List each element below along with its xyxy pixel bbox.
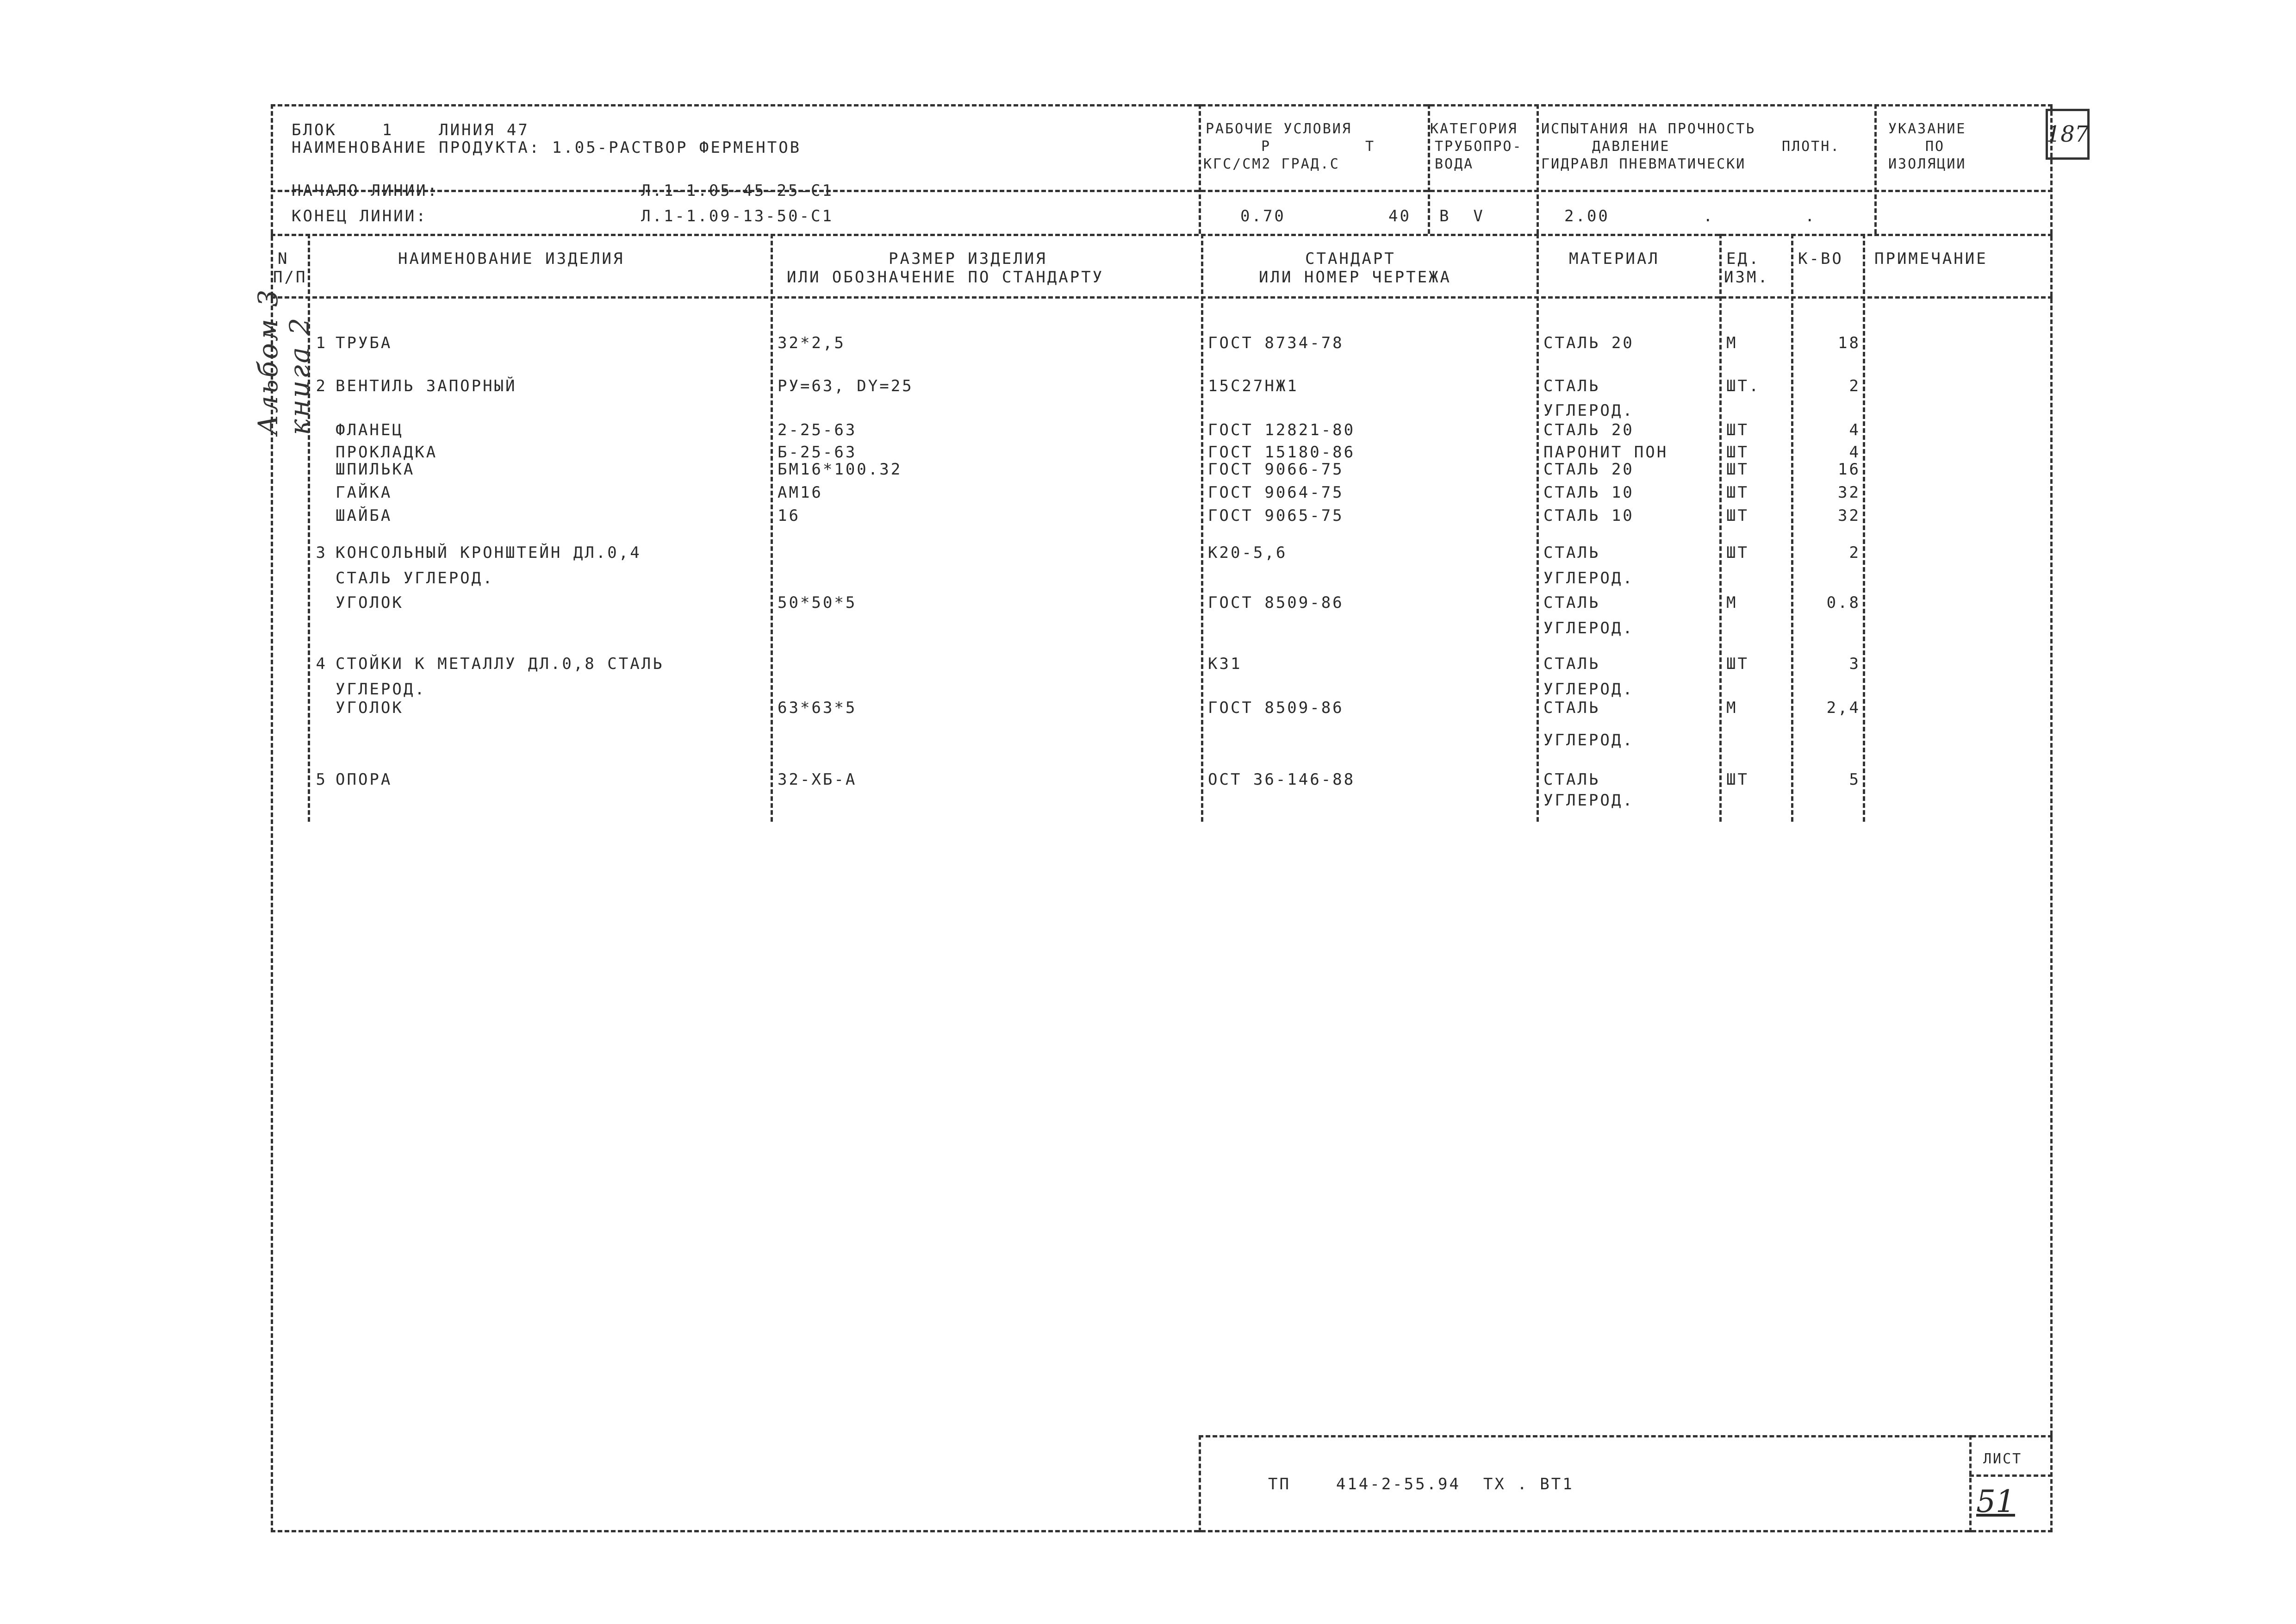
header-col-line [1537,104,1539,234]
table-cell-n: 2 [316,377,327,395]
table-cell-qty: 4 [1849,443,1860,462]
document-code: ТП 414-2-55.94 ТХ . ВТ1 [1268,1475,1574,1493]
album-note: Альбом 3 книга 2 [252,287,315,435]
col-size2: ИЛИ ОБОЗНАЧЕНИЕ ПО СТАНДАРТУ [787,268,1104,287]
table-cell-mat: ПАРОНИТ ПОН [1543,443,1668,462]
table-cell-qty: 3 [1849,655,1860,673]
category-title: КАТЕГОРИЯ [1430,121,1518,137]
table-col-line [1201,234,1203,822]
table-cell-size: 63*63*5 [778,699,857,717]
table-cell-unit: ШТ [1726,483,1749,502]
col-standard: СТАНДАРТ [1305,250,1396,268]
t-value: 40 [1388,207,1411,225]
table-col-line [1791,234,1793,822]
table-cell-std: ГОСТ 8509-86 [1208,699,1344,717]
sheet-number: 51 [1976,1484,2015,1519]
table-cell-n: 5 [316,770,327,789]
table-cell-mat: СТАЛЬ 20 [1543,460,1634,479]
table-cell-name: ВЕНТИЛЬ ЗАПОРНЫЙ [336,377,517,395]
table-cell-std: ГОСТ 9064-75 [1208,483,1344,502]
table-col-line [1719,234,1722,822]
test-hydr-value: 2.00 [1564,207,1610,225]
table-col-line [1537,234,1539,822]
table-cell-std: ОСТ 36-146-88 [1208,770,1356,789]
table-cell-mat: СТАЛЬ [1543,655,1600,673]
table-cell-qty: 18 [1838,334,1860,352]
table-cell-unit: ШТ [1726,443,1749,462]
table-cell-size: 32*2,5 [778,334,846,352]
table-cell-mat: СТАЛЬ [1543,770,1600,789]
table-cell-qty: 32 [1838,506,1860,525]
col-name: НАИМЕНОВАНИЕ ИЗДЕЛИЯ [398,250,625,268]
table-cell-mat: УГЛЕРОД. [1543,680,1634,699]
table-cell-name: СТОЙКИ К МЕТАЛЛУ ДЛ.0,8 СТАЛЬ [336,655,664,673]
table-cell-name: КОНСОЛЬНЫЙ КРОНШТЕЙН ДЛ.0,4 [336,543,641,562]
table-cell-mat: СТАЛЬ 10 [1543,483,1634,502]
table-cell-mat: СТАЛЬ [1543,377,1600,395]
units-label: КГС/СМ2 ГРАД.С [1203,156,1340,172]
table-cell-std: ГОСТ 15180-86 [1208,443,1356,462]
working-conditions-title: РАБОЧИЕ УСЛОВИЯ [1206,121,1352,137]
test-types: ГИДРАВЛ ПНЕВМАТИЧЕСКИ [1541,156,1746,172]
end-value: Л.1-1.09-13-50-С1 [641,207,834,225]
table-cell-std: ГОСТ 8734-78 [1208,334,1344,352]
header-divider [271,234,2053,236]
insulation-sub1: ПО [1925,138,1945,155]
col-material: МАТЕРИАЛ [1569,250,1660,268]
table-cell-mat: УГЛЕРОД. [1543,619,1634,637]
table-cell-unit: ШТ [1726,506,1749,525]
col-size: РАЗМЕР ИЗДЕЛИЯ [889,250,1047,268]
table-cell-unit: ШТ [1726,655,1749,673]
t-label: Т [1365,138,1375,155]
table-cell-name: УГЛЕРОД. [336,680,426,699]
start-value: Л.1-1.05-45-25-С1 [641,181,834,200]
table-cell-qty: 2 [1849,377,1860,395]
table-cell-mat: СТАЛЬ 10 [1543,506,1634,525]
table-cell-size: АМ16 [778,483,823,502]
table-cell-qty: 2 [1849,543,1860,562]
table-col-line [308,234,310,822]
table-cell-name: УГОЛОК [336,699,404,717]
table-cell-n: 1 [316,334,327,352]
block-line: БЛОК 1 ЛИНИЯ 47 [292,121,529,139]
col-num: N [278,250,289,268]
test-pressure: ДАВЛЕНИЕ [1592,138,1670,155]
category-sub2: ВОДА [1435,156,1474,172]
table-cell-std: ГОСТ 8509-86 [1208,593,1344,612]
category-sub1: ТРУБОПРО- [1435,138,1523,155]
table-cell-size: БМ16*100.32 [778,460,902,479]
insulation-sub2: ИЗОЛЯЦИИ [1888,156,1966,172]
table-cell-name: СТАЛЬ УГЛЕРОД. [336,569,494,587]
table-cell-unit: ШТ [1726,770,1749,789]
column-header-divider [271,296,2053,299]
col-note: ПРИМЕЧАНИЕ [1874,250,1988,268]
table-cell-name: ФЛАНЕЦ [336,421,404,439]
table-frame [271,104,2053,1532]
p-label: Р [1261,138,1271,155]
table-col-line [1863,234,1865,822]
table-cell-size: РУ=63, DY=25 [778,377,914,395]
col-unit: ЕД. [1726,250,1761,268]
p-value: 0.70 [1240,207,1286,225]
table-cell-qty: 16 [1838,460,1860,479]
end-label: КОНЕЦ ЛИНИИ: [292,207,428,225]
header-col-line [1199,104,1201,234]
table-cell-std: 15С27НЖ1 [1208,377,1299,395]
table-cell-mat: УГЛЕРОД. [1543,731,1634,750]
test-title: ИСПЫТАНИЯ НА ПРОЧНОСТЬ [1541,121,1756,137]
test-pn-value: . [1703,207,1715,225]
table-cell-mat: СТАЛЬ [1543,699,1600,717]
start-label: НАЧАЛО ЛИНИИ: [292,181,439,200]
test-dens-value: . [1805,207,1817,225]
table-cell-name: УГОЛОК [336,593,404,612]
table-cell-size: 32-ХБ-А [778,770,857,789]
table-cell-unit: М [1726,699,1738,717]
stamp-top-line [1199,1435,2053,1437]
table-cell-n: 4 [316,655,327,673]
table-cell-std: К31 [1208,655,1242,673]
table-cell-unit: ШТ [1726,543,1749,562]
test-density: ПЛОТН. [1782,138,1841,155]
header-col-line [1874,104,1877,234]
col-unit2: ИЗМ. [1724,268,1769,287]
table-cell-size: Б-25-63 [778,443,857,462]
table-cell-qty: 32 [1838,483,1860,502]
product-name: НАИМЕНОВАНИЕ ПРОДУКТА: 1.05-РАСТВОР ФЕРМЕНТОВ [292,138,802,157]
table-cell-name: ПРОКЛАДКА [336,443,438,462]
table-cell-mat: СТАЛЬ 20 [1543,334,1634,352]
table-cell-size: 50*50*5 [778,593,857,612]
table-cell-std: ГОСТ 12821-80 [1208,421,1356,439]
header-divider [271,190,2053,192]
table-cell-qty: 5 [1849,770,1860,789]
table-cell-qty: 0.8 [1826,593,1860,612]
table-cell-qty: 2,4 [1826,699,1860,717]
table-cell-std: ГОСТ 9066-75 [1208,460,1344,479]
table-cell-name: ОПОРА [336,770,392,789]
col-standard2: ИЛИ НОМЕР ЧЕРТЕЖА [1259,268,1451,287]
stamp-sheet-divider [1969,1474,2053,1477]
table-cell-mat: УГЛЕРОД. [1543,569,1634,587]
table-cell-mat: СТАЛЬ 20 [1543,421,1634,439]
corner-number: 187 [2046,109,2090,160]
col-num2: П/П [273,268,307,287]
table-cell-name: ШАЙБА [336,506,392,525]
table-cell-unit: М [1726,593,1738,612]
col-qty: К-ВО [1798,250,1843,268]
table-cell-mat: СТАЛЬ [1543,593,1600,612]
insulation-title: УКАЗАНИЕ [1888,121,1966,137]
sheet-label: ЛИСТ [1983,1451,2022,1467]
stamp-sheet-line [1969,1435,1972,1532]
table-cell-unit: М [1726,334,1738,352]
table-cell-name: ТРУБА [336,334,392,352]
stamp-left-line [1199,1435,1201,1532]
table-cell-unit: ШТ [1726,421,1749,439]
table-cell-unit: ШТ. [1726,377,1761,395]
table-cell-mat: СТАЛЬ [1543,543,1600,562]
table-cell-unit: ШТ [1726,460,1749,479]
table-cell-name: ГАЙКА [336,483,392,502]
table-col-line [771,234,773,822]
category-value: В V [1439,207,1485,225]
table-cell-n: 3 [316,543,327,562]
table-cell-std: ГОСТ 9065-75 [1208,506,1344,525]
table-cell-std: К20-5,6 [1208,543,1288,562]
table-cell-mat: УГЛЕРОД. [1543,791,1634,810]
table-cell-mat: УГЛЕРОД. [1543,401,1634,420]
table-cell-size: 2-25-63 [778,421,857,439]
table-cell-qty: 4 [1849,421,1860,439]
table-cell-name: ШПИЛЬКА [336,460,415,479]
table-cell-size: 16 [778,506,800,525]
